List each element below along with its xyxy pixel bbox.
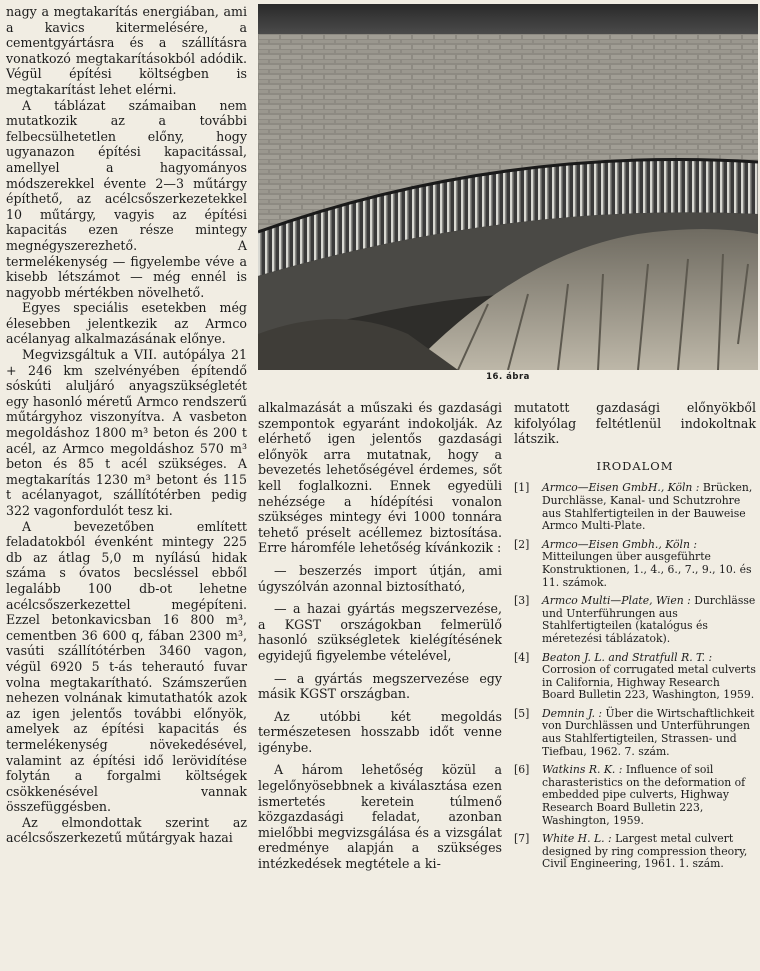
middle-paragraph: — beszerzés import útján, ami úgyszólván azonnal biztosítható, (258, 562, 502, 594)
middle-paragraph: alkalmazását a műszaki és gazdasági szempontok egyaránt indokolják. Az elérhető igen jelentős gazdasági előnyök arra mutatnak, hogy a bevezetés lehetőségével érdemes, sőt kell foglalkozni. Ennek egyedüli nehézsége a hídépítési vonalon szükséges mintegy évi 1000 tonnára tehető préselt acéllemez biztosítása. Erre háromféle lehetőség kívánkozik : (258, 400, 502, 556)
reference-item (514, 833, 756, 871)
references-title: IRODALOM (596, 458, 674, 473)
right-intro-paragraph: mutatott gazdasági előnyökből kifolyólag feltétlenül indokoltnak látszik. (514, 400, 756, 447)
left-paragraph: A táblázat számaiban nem mutatkozik az a további felbecsülhetetlen előny, hogy ugyanazon építési kapacitással, amellyel a hagyományos módszerekkel évente 2—3 műtárgy építhető, az acélcsőszerkezetekkel 10 műtárgy, vagyis az építési kapacitás ezen része mintegy megnégyszerezhető. A termelékenység — figyelembe véve a kisebb létszámot — még ennél is nagyobb mértékben növelhető. (6, 97, 247, 300)
reference-author: Armco—Eisen GmbH., Köln : (542, 481, 700, 495)
reference-text: Über die Wirtschaftlichkeit von Durchlässen und Unterführungen aus Stahlfertigteilen, Strassen- und Tiefbau, 1962. 7. szám. (542, 706, 755, 758)
reference-text: Corrosion of corrugated metal culverts in California, Highway Research Board Bulletin 223, Washington, 1959. (542, 663, 756, 702)
reference-author: White H. L. : (542, 832, 612, 846)
reference-item (514, 708, 756, 758)
middle-column (258, 400, 502, 872)
reference-item (514, 595, 756, 645)
right-column (514, 400, 756, 877)
reference-text: Influence of soil charasteristics on the deformation of embedded pipe culverts, Highway Research Board Bulletin 223, Washington, 1959. (542, 763, 746, 827)
reference-number: [6] (514, 763, 530, 777)
reference-author: Armco Multi—Plate, Wien : (542, 594, 691, 608)
references-list (514, 482, 756, 871)
left-paragraph: Egyes speciális esetekben még élesebben jelentkezik az Armco acélanyag alkalmazásának előnye. (6, 300, 247, 347)
reference-text: Brücken, Durchlässe, Kanal- und Schutzrohre aus Stahlfertigteilen in der Bauweise Armco Multi-Plate. (542, 481, 753, 533)
reference-author: Watkins R. K. : (542, 763, 623, 777)
reference-item (514, 482, 756, 532)
culvert-photo-illustration (258, 4, 758, 370)
left-paragraph: nagy a megtakarítás energiában, ami a kavics kitermelésére, a cementgyártásra és a szállításra vonatkozó megtakarításokból adódik. Végül építési költségben is megtakarítást lehet elérni. (6, 4, 247, 97)
reference-item (514, 539, 756, 589)
reference-item (514, 764, 756, 827)
reference-text: Largest metal culvert designed by ring compression theory, Civil Engineering, 1961. 1. szám. (542, 832, 748, 871)
left-paragraph: A bevezetőben említett feladatokból évenként mintegy 225 db az átlag 5,0 m nyílású hidak száma s óvatos becsléssel ebből legalább 100 db-ot lehetne acélcsőszerkezettel megépíteni. Ezzel betonkavicsban 16 800 m³, cementben 36 600 q, fában 2300 m³, vasúti szállítótérben 3460 vagon, végül 6920 5 t-ás teherautó fuvar volna megtakarítható. Számszerűen nehezen volnának kimutathatók azok az igen jelentős további előnyök, amelyek az építési kapacitás és termelékenység növekedésével, valamint az építési idő lerövidítése folytán a forgalmi költségek csökkenésével vannak összefüggésben. (6, 518, 247, 815)
reference-number: [2] (514, 537, 530, 551)
left-column (6, 4, 247, 846)
reference-number: [4] (514, 650, 530, 664)
reference-author: Beaton J. L. and Stratfull R. T. : (542, 650, 713, 664)
figure-photo (258, 4, 758, 370)
reference-number: [3] (514, 594, 530, 608)
reference-number: [1] (514, 481, 530, 495)
middle-paragraph: — a gyártás megszervezése egy másik KGST országban. (258, 670, 502, 702)
left-paragraph: Megvizsgáltuk a VII. autópálya 21 + 246 km szelvényében építendő sóskúti aluljáró anyagszükségletét egy hasonló méretű Armco rendszerű műtárgyhoz viszonyítva. A vasbeton megoldáshoz 1800 m³ beton és 200 t acél, az Armco megoldáshoz 570 m³ beton és 85 t acél szükséges. A megtakarítás 1230 m³ betont és 115 t acélanyagot, szállítótérben pedig 322 vagonfordulót tesz ki. (6, 347, 247, 518)
middle-paragraph: Az utóbbi két megoldás természetesen hosszabb időt venne igénybe. (258, 708, 502, 755)
reference-number: [7] (514, 832, 530, 846)
reference-item (514, 652, 756, 702)
reference-text: Durchlässe und Unterführungen aus Stahlfertigteilen (katalógus és méretezési táblázatok). (542, 594, 756, 645)
middle-paragraph: A három lehetőség közül a legelőnyösebbnek a kiválasztása ezen ismertetés keretein túlmenő közgazdasági feladat, azonban mielőbbi megvizsgálása és a vizsgálat eredménye alapján a szükséges intézkedések megtétele a ki- (258, 762, 502, 872)
reference-author: Demnin J. : (542, 706, 603, 720)
middle-paragraph: — a hazai gyártás megszervezése, a KGST országokban felmerülő hasonló szükségletek kielégítésének egyidejű figyelembe vételével, (258, 601, 502, 663)
left-paragraph: Az elmondottak szerint az acélcsőszerkezetű műtárgyak hazai (6, 814, 247, 846)
figure-caption: 16. ábra (486, 372, 530, 382)
reference-number: [5] (514, 706, 530, 720)
reference-author: Armco—Eisen Gmbh., Köln : (542, 537, 697, 551)
reference-text: Mitteilungen über ausgeführte Konstruktionen, 1., 4., 6., 7., 9., 10. és 11. számok. (542, 550, 752, 589)
